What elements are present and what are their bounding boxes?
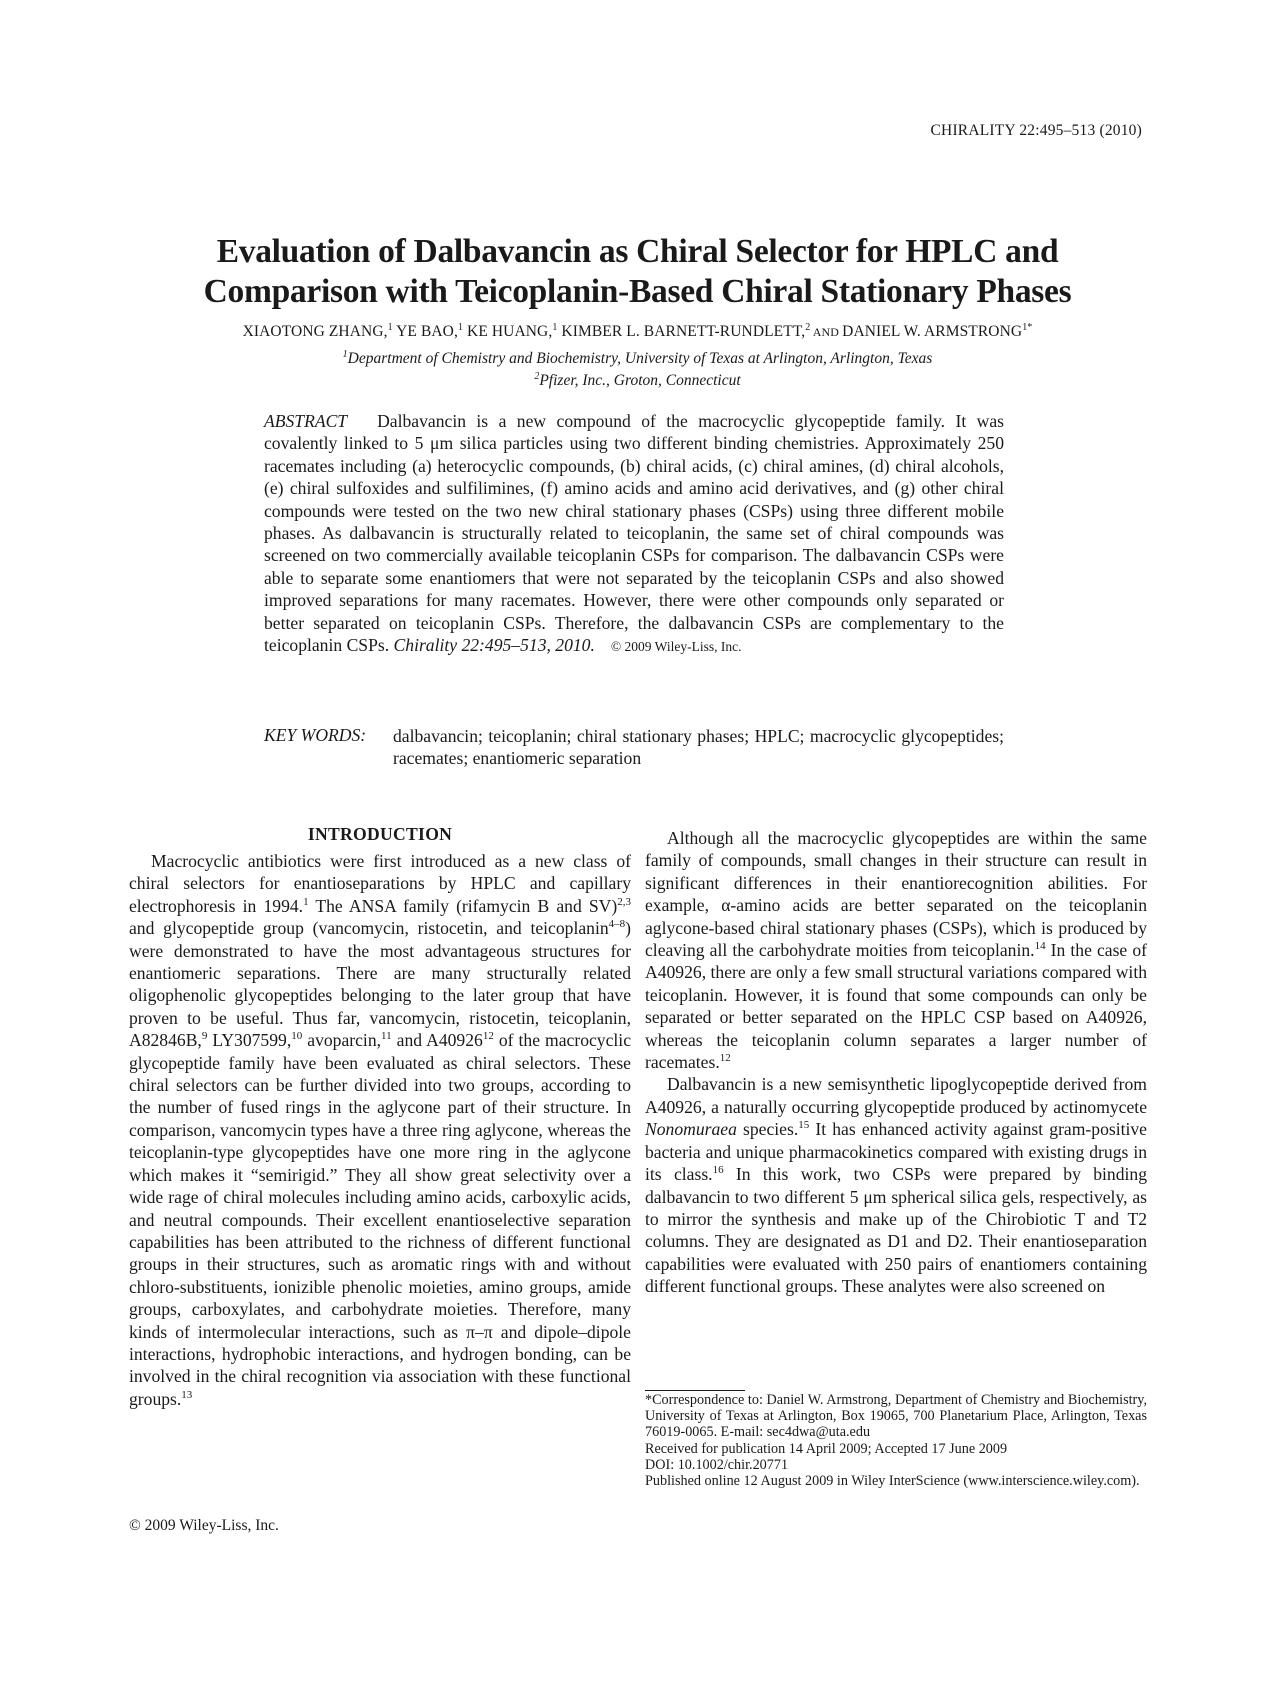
reference-mark: 2,3 [617,895,631,908]
abstract-copyright: © 2009 Wiley-Liss, Inc. [610,639,742,655]
text-run: The ANSA family (rifamycin B and SV) [308,895,618,916]
text-run: Macrocyclic antibiotics were first introduced as a new class of chiral selectors for enantioseparations by HPLC and capillary electrophoresis in 1994. [129,851,631,916]
body-column-left [129,850,631,1410]
author-affiliation-mark: 2 [805,322,811,333]
paragraph [645,1073,1147,1297]
received-note: Received for publication 14 April 2009; Accepted 17 June 2009 [645,1440,1008,1457]
reference-mark: 12 [482,1030,494,1043]
author-list [0,323,1275,341]
reference-mark: 15 [798,1119,810,1132]
text-run: of the macrocyclic glycopeptide family have been evaluated as chiral selectors. These chiral selectors can be further divided into two groups, according to the number of fused rings in the aglycone part of their structure. In comparison, vancomycin types have a three ring aglycone, whereas the teicoplanin-type glycopeptides have one more ring in the aglycone which makes it “semirigid.” They all show great selectivity over a wide rage of chiral molecules including amino acids, carboxylic acids, and neutral compounds. Their excellent enantioselective separation capabilities has been attributed to the richness of different functional groups in their structures, such as aromatic rings with and without chloro-substituents, ionizible phenolic moieties, amino groups, amide groups, carboxylates, and carbohydrate moieties. Therefore, many kinds of intermolecular interactions, such as π–π and dipole–dipole interactions, hydrophobic interactions, and hydrogen bonding, can be involved in the chiral recognition via association with these functional groups. [129,1030,631,1409]
author-conjunction: AND [810,325,843,339]
author-name: YE BAO, [392,323,458,340]
text-run: and glycopeptide group (vancomycin, ristocetin, and teicoplanin [129,918,609,939]
abstract-text: Dalbavancin is a new compound of the macrocyclic glycopeptide family. It was covalently linked to 5 μm silica particles using two different binding chemistries. Approximately 250 racemates including (a) heterocyclic compounds, (b) chiral acids, (c) chiral amines, (d) chiral alcohols, (e) chiral sulfoxides and sulfilimines, (f) amino acids and amino acid derivatives, and (g) other chiral compounds were tested on the two new chiral stationary phases (CSPs) using three different mobile phases. As dalbavancin is structurally related to teicoplanin, the same set of chiral compounds was screened on two commercially available teicoplanin CSPs for comparison. The dalbavancin CSPs were able to separate some enantiomers that were not separated by the teicoplanin CSPs and also showed improved separations for many racemates. However, there were other compounds only separated or better separated on teicoplanin CSPs. Therefore, the dalbavancin CSPs are complementary to the teicoplanin CSPs. [264,411,1004,656]
reference-mark: 12 [719,1052,731,1065]
footnote-divider [645,1390,745,1391]
reference-mark: 4–8 [608,918,626,931]
footnotes [645,1392,1147,1489]
paragraph [129,850,631,1410]
title-line-2: Comparison with Teicoplanin-Based Chiral Stationary Phases [203,273,1072,310]
text-run: Although all the macrocyclic glycopeptides are within the same family of compounds, small changes in their structure can result in significant differences in their enantiorecognition abilities. For example, α-amino acids are better separated on the teicoplanin aglycone-based chiral stationary phases (CSPs), which is produced by cleaving all the carbohydrate moities from teicoplanin. [645,828,1147,961]
affiliation-2 [0,372,1275,390]
page-copyright: © 2009 Wiley-Liss, Inc. [129,1517,279,1534]
affiliation-1 [0,350,1275,368]
keywords-text: dalbavancin; teicoplanin; chiral stationary phases; HPLC; macrocyclic glycopeptides; racemates; enantiomeric separation [393,726,1004,769]
correspondence-note: *Correspondence to: Daniel W. Armstrong, Department of Chemistry and Biochemistry, University of Texas at Arlington, Box 19065, 700 Planetarium Place, Arlington, Texas 76019-0065. E-mail: sec4dwa@uta.edu [645,1392,1147,1441]
author-affiliation-mark: 1 [387,322,393,333]
text-run: Dalbavancin is a new semisynthetic lipoglycopeptide derived from A40926, a naturally occurring glycopeptide produced by actinomycete [645,1074,1147,1117]
reference-mark: 1 [303,895,309,908]
keywords-label: KEY WORDS: [264,725,367,745]
reference-mark: 9 [201,1030,208,1043]
text-run: avoparcin, [302,1030,382,1051]
paragraph [645,827,1147,1073]
abstract-label: ABSTRACT [264,411,348,431]
species-name: Nonomuraea [645,1119,737,1140]
author-affiliation-mark: 1 [552,322,558,333]
published-note: Published online 12 August 2009 in Wiley InterScience (www.interscience.wiley.com). [645,1473,1140,1490]
section-heading-introduction: INTRODUCTION [307,824,453,844]
author-name: KE HUANG, [463,323,553,340]
reference-mark: 11 [381,1030,392,1043]
body-column-right [645,827,1147,1298]
title-line-1: Evaluation of Dalbavancin as Chiral Selector for HPLC and [216,233,1059,270]
reference-mark: 14 [1034,940,1046,953]
text-run: LY307599, [207,1030,292,1051]
journal-reference: CHIRALITY 22:495–513 (2010) [930,122,1142,139]
text-run: In the case of A40926, there are only a few small structural variations compared with teicoplanin. However, it is found that some compounds can only be separated or better separated on the HPLC CSP based on A40926, whereas the teicoplanin column separates a larger number of racemates. [645,940,1147,1073]
abstract-citation: Chirality 22:495–513, 2010. [393,635,595,656]
author-affiliation-mark: 1 [457,322,464,333]
author-name: XIAOTONG ZHANG, [242,323,388,340]
abstract [264,410,1004,658]
reference-mark: 10 [291,1030,303,1043]
author-affiliation-mark: 1* [1022,322,1033,333]
author-name: KIMBER L. BARNETT-RUNDLETT, [557,323,806,340]
article-title [0,232,1275,312]
affiliation-text: Department of Chemistry and Biochemistry, University of Texas at Arlington, Arlington, Texas [347,350,933,367]
text-run: It has enhanced activity against gram-positive bacteria and unique pharmacokinetics compared with existing drugs in its class. [645,1119,1147,1185]
doi-note: DOI: 10.1002/chir.20771 [645,1456,789,1473]
text-run: ) were demonstrated to have the most advantageous structures for enantiomeric separations. There are many structurally related oligophenolic glycopeptides belonging to the later group that have proven to be useful. Thus far, vancomycin, ristocetin, teicoplanin, A82846B, [129,918,631,1051]
affiliation-text: Pfizer, Inc., Groton, Connecticut [539,372,741,389]
affiliation-mark: 2 [534,371,540,382]
text-run: and A40926 [391,1030,483,1051]
text-run: In this work, two CSPs were prepared by binding dalbavancin to two different 5 μm spherical silica gels, respectively, as to mirror the synthesis and make up of the Chirobiotic T and T2 columns. They are designated as D1 and D2. Their enantioseparation capabilities were evaluated with 250 pairs of enantiomers containing different functional groups. These analytes were also screened on [645,1164,1147,1297]
author-name: DANIEL W. ARMSTRONG [842,323,1023,340]
reference-mark: 13 [181,1388,193,1401]
reference-mark: 16 [712,1164,724,1177]
affiliation-mark: 1 [342,349,348,360]
text-run: species. [736,1119,799,1140]
